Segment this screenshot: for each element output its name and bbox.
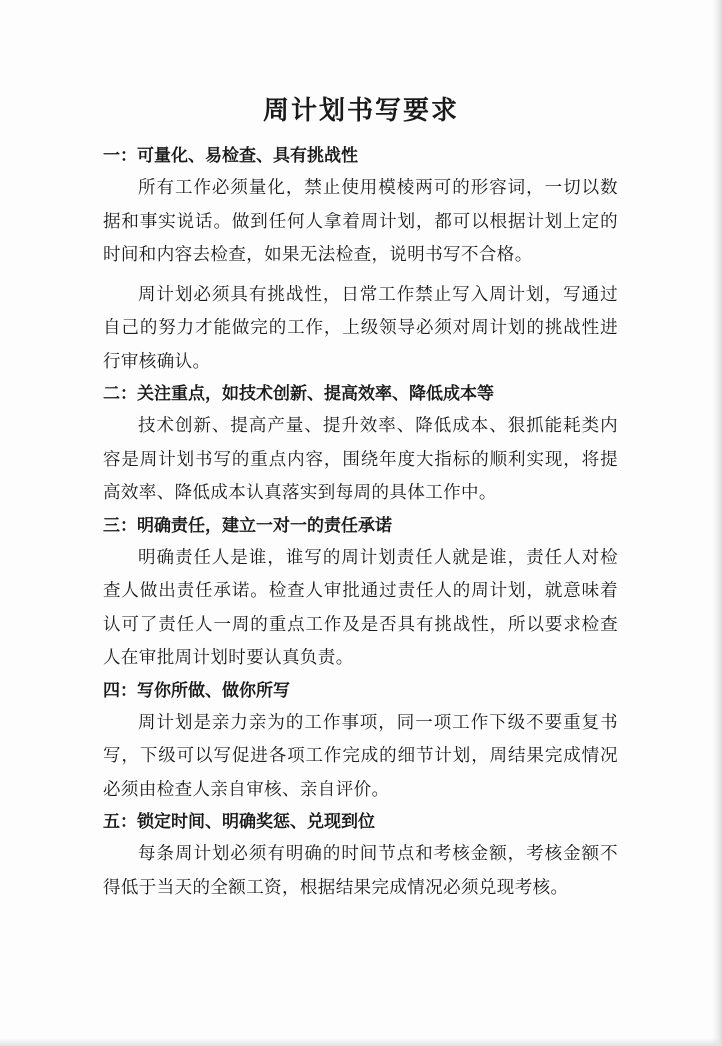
section-5 [103,809,618,905]
section-heading: 三：明确责任，建立一对一的责任承诺 [103,515,392,536]
document-body [103,143,618,905]
section-heading: 二：关注重点，如技术创新、提高效率、降低成本等 [103,384,494,404]
section-heading: 五：锁定时间、明确奖惩、兑现到位 [103,812,375,832]
section-1 [103,143,618,379]
section-3 [103,513,618,676]
section-heading: 一：可量化、易检查、具有挑战性 [103,146,358,166]
section-4 [103,678,618,808]
section-paragraph: 周计划是亲力亲为的工作事项，同一项工作下级不要重复书写，下级可以写促进各项工作完成的细节计划，周结果完成情况必须由检查人亲自审核、亲自评价。 [103,712,618,800]
section-paragraph: 每条周计划必须有明确的时间节点和考核金额，考核金额不得低于当天的全额工资，根据结果完成情况必须兑现考核。 [103,844,618,898]
section-paragraph: 技术创新、提高产量、提升效率、降低成本、狠抓能耗类内容是周计划书写的重点内容，围绕年度大指标的顺利实现，将提高效率、降低成本认真落实到每周的具体工作中。 [103,416,618,503]
section-paragraph: 所有工作必须量化，禁止使用模棱两可的形容词，一切以数据和事实说话。做到任何人拿着周计划，都可以根据计划上定的时间和内容去检查，如果无法检查，说明书写不合格。 [103,178,618,265]
section-paragraph: 周计划必须具有挑战性，日常工作禁止写入周计划，写通过自己的努力才能做完的工作，上级领导必须对周计划的挑战性进行审核确认。 [103,284,618,372]
section-2 [103,381,618,511]
page-edge-shadow [712,0,722,1046]
page-bottom-shadow [0,1038,722,1046]
document-title: 周计划书写要求 [262,96,459,126]
section-heading: 四：写你所做、做你所写 [103,680,290,701]
section-paragraph: 明确责任人是谁，谁写的周计划责任人就是谁，责任人对检查人做出责任承诺。检查人审批通过责任人的周计划，就意味着认可了责任人一周的重点工作及是否具有挑战性，所以要求检查人在审批周计划时要认真负责。 [103,547,618,668]
